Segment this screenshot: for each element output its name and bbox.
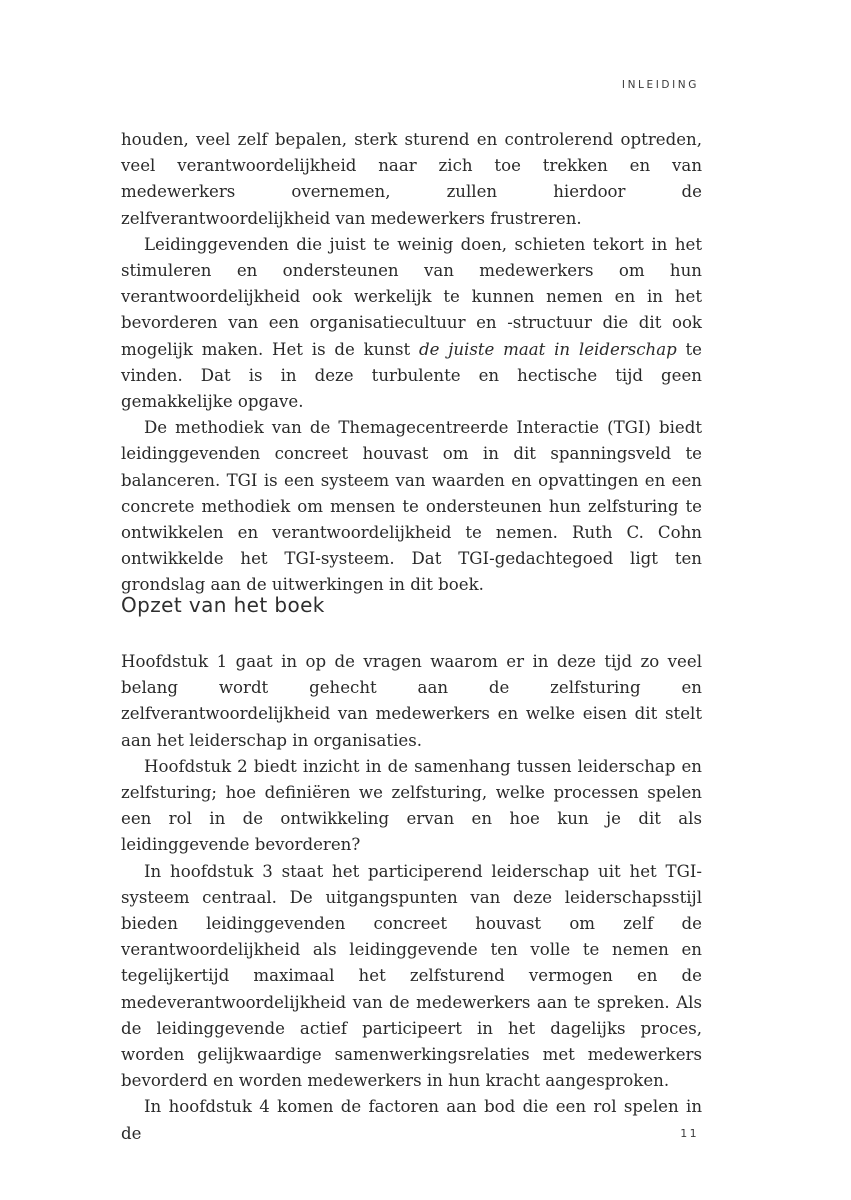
paragraph-3 [121,415,702,598]
body-text-intro [121,127,702,599]
section-heading: Opzet van het boek [121,593,325,617]
paragraph-2 [121,232,702,415]
paragraph-text: houden, veel zelf bepalen, sterk sturend en controlerend optreden, veel verantwoordelijkheid naar zich toe trekken en van medewerkers overnemen, zullen hierdoor de zelfverantwoordelijkheid van medewerkers frustreren. [121,130,702,228]
emphasis-text: de juiste maat in leiderschap [418,339,677,359]
paragraph-1 [121,127,702,232]
body-text-section [121,649,702,1147]
paragraph-text: De methodiek van de Themagecentreerde Interactie (TGI) biedt leidinggevenden concreet houvast om in dit spanningsveld te balanceren. TGI is een systeem van waarden en opvattingen en een concrete methodiek om mensen te ondersteunen hun zelfsturing te ontwikkelen en verantwoordelijkheid te nemen. Ruth C. Cohn ontwikkelde het TGI-systeem. Dat TGI-gedachtegoed ligt ten grondslag aan de uitwerkingen in dit boek. [121,418,702,595]
paragraph-4: Hoofdstuk 1 gaat in op de vragen waarom er in deze tijd zo veel belang wordt gehecht aan de zelfsturing en zelfverantwoordelijkheid van medewerkers en welke eisen dit stelt aan het leiderschap in organisaties. [121,652,702,750]
paragraph-6: In hoofdstuk 3 staat het participerend leiderschap uit het TGI-systeem centraal. De uitgangspunten van deze leiderschapsstijl bieden leidinggevenden concreet houvast om zelf de verantwoordelijkheid als leidinggevende ten volle te nemen en tegelijkertijd maximaal het zelfsturend vermogen en de medeverantwoordelijkheid van de medewerkers aan te spreken. Als de leidinggevende actief participeert in het dagelijks proces, worden gelijkwaardige samenwerkingsrelaties met medewerkers bevorderd en worden medewerkers in hun kracht aangesproken. [121,861,702,1091]
page-number: 11 [680,1127,699,1140]
paragraph-5: Hoofdstuk 2 biedt inzicht in de samenhang tussen leiderschap en zelfsturing; hoe definiëren we zelfsturing, welke processen spelen een rol in de ontwikkeling ervan en hoe kun je dit als leidinggevende bevorderen? [121,756,702,855]
paragraph-text: te vinden. Dat is in deze turbulente en hectische tijd geen gemakkelijke opgave. [121,339,702,412]
paragraph-7: In hoofdstuk 4 komen de factoren aan bod die een rol spelen in de [121,1097,702,1143]
paragraph-text: Leidinggevenden die juist te weinig doen, schieten tekort in het stimuleren en ondersteunen van medewerkers om hun verantwoordelijkheid ook werkelijk te kunnen nemen en in het bevorderen van een organisatiecultuur en -structuur die dit ook mogelijk maken. Het is de kunst [121,234,702,359]
running-head: INLEIDING [621,79,699,91]
